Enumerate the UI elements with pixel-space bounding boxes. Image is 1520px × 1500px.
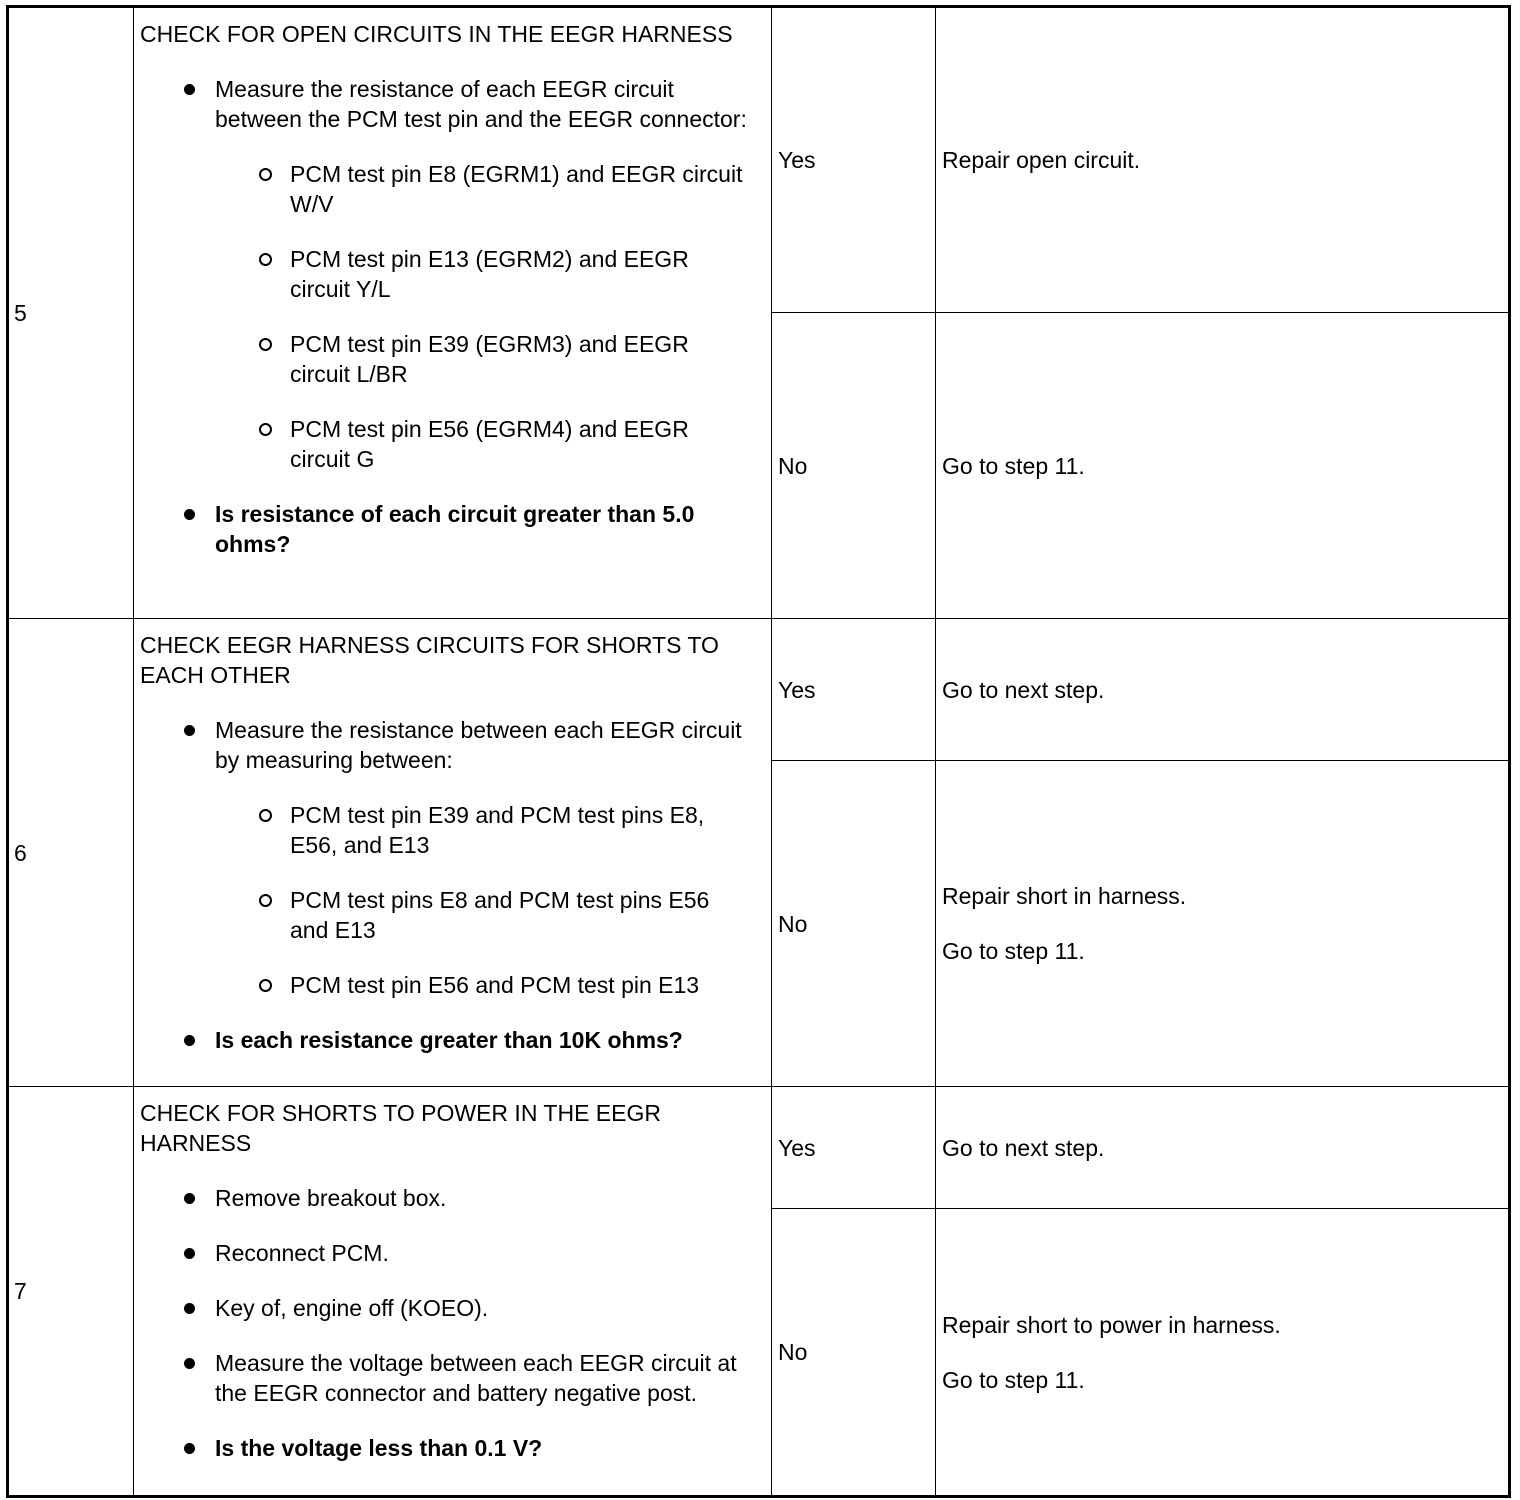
result-yes: Yes <box>772 7 936 313</box>
action-yes: Repair open circuit. <box>936 7 1510 313</box>
bullet-item: Reconnect PCM. <box>140 1238 747 1268</box>
bullet-list <box>140 1183 747 1463</box>
action-no <box>936 313 1510 619</box>
step-5-yes-row <box>8 7 1510 313</box>
step-number: 5 <box>8 7 134 619</box>
question-item: Is resistance of each circuit greater than 5.0 ohms? <box>140 499 747 559</box>
bullet-item <box>140 715 747 1000</box>
step-heading: CHECK EEGR HARNESS CIRCUITS FOR SHORTS TO EACH OTHER <box>140 632 719 688</box>
step-heading: CHECK FOR SHORTS TO POWER IN THE EEGR HARNESS <box>140 1100 661 1156</box>
result-yes: Yes <box>772 1087 936 1209</box>
sub-list <box>215 800 747 1000</box>
sub-item: PCM test pin E39 and PCM test pins E8, E56, and E13 <box>215 800 747 860</box>
action-no-text: Go to step 11. <box>942 1366 1085 1393</box>
step-number: 6 <box>8 619 134 1087</box>
action-no-text: Go to step 11. <box>942 938 1085 964</box>
action-no <box>936 761 1510 1087</box>
bullet-list <box>140 715 747 1055</box>
action-yes: Go to next step. <box>936 619 1510 761</box>
result-yes: Yes <box>772 619 936 761</box>
step-action-cell <box>134 1087 772 1497</box>
sub-item: PCM test pin E56 and PCM test pin E13 <box>215 970 747 1000</box>
sub-item: PCM test pins E8 and PCM test pins E56 and E13 <box>215 885 747 945</box>
bullet-item: Measure the voltage between each EEGR circuit at the EEGR connector and battery negative post. <box>140 1348 747 1408</box>
sub-item: PCM test pin E56 (EGRM4) and EEGR circuit G <box>215 414 747 474</box>
bullet-text: Measure the resistance between each EEGR circuit by measuring between: <box>215 717 742 773</box>
result-no: No <box>772 1209 936 1497</box>
sub-list <box>215 159 747 474</box>
result-no: No <box>772 313 936 619</box>
step-number: 7 <box>8 1087 134 1497</box>
result-no: No <box>772 761 936 1087</box>
step-action-cell <box>134 7 772 619</box>
bullet-item: Key of, engine off (KOEO). <box>140 1293 747 1323</box>
action-no-text: Repair short in harness. <box>942 883 1187 909</box>
bullet-item: Remove breakout box. <box>140 1183 747 1213</box>
action-no-text: Go to step 11. <box>942 452 1085 479</box>
action-no <box>936 1209 1510 1497</box>
action-yes: Go to next step. <box>936 1087 1510 1209</box>
step-action-cell <box>134 619 772 1087</box>
bullet-text: Measure the resistance of each EEGR circuit between the PCM test pin and the EEGR connector: <box>215 76 747 132</box>
step-7-yes-row <box>8 1087 1510 1209</box>
question-item: Is each resistance greater than 10K ohms? <box>140 1025 747 1055</box>
action-no-text: Repair short to power in harness. <box>942 1311 1281 1338</box>
sub-item: PCM test pin E13 (EGRM2) and EEGR circuit Y/L <box>215 244 747 304</box>
bullet-list <box>140 74 747 559</box>
diagnostic-steps-table <box>6 5 1511 1498</box>
step-6-yes-row <box>8 619 1510 761</box>
question-item: Is the voltage less than 0.1 V? <box>140 1433 747 1463</box>
sub-item: PCM test pin E8 (EGRM1) and EEGR circuit W/V <box>215 159 747 219</box>
step-heading: CHECK FOR OPEN CIRCUITS IN THE EEGR HARNESS <box>140 21 733 47</box>
sub-item: PCM test pin E39 (EGRM3) and EEGR circuit L/BR <box>215 329 747 389</box>
bullet-item <box>140 74 747 474</box>
